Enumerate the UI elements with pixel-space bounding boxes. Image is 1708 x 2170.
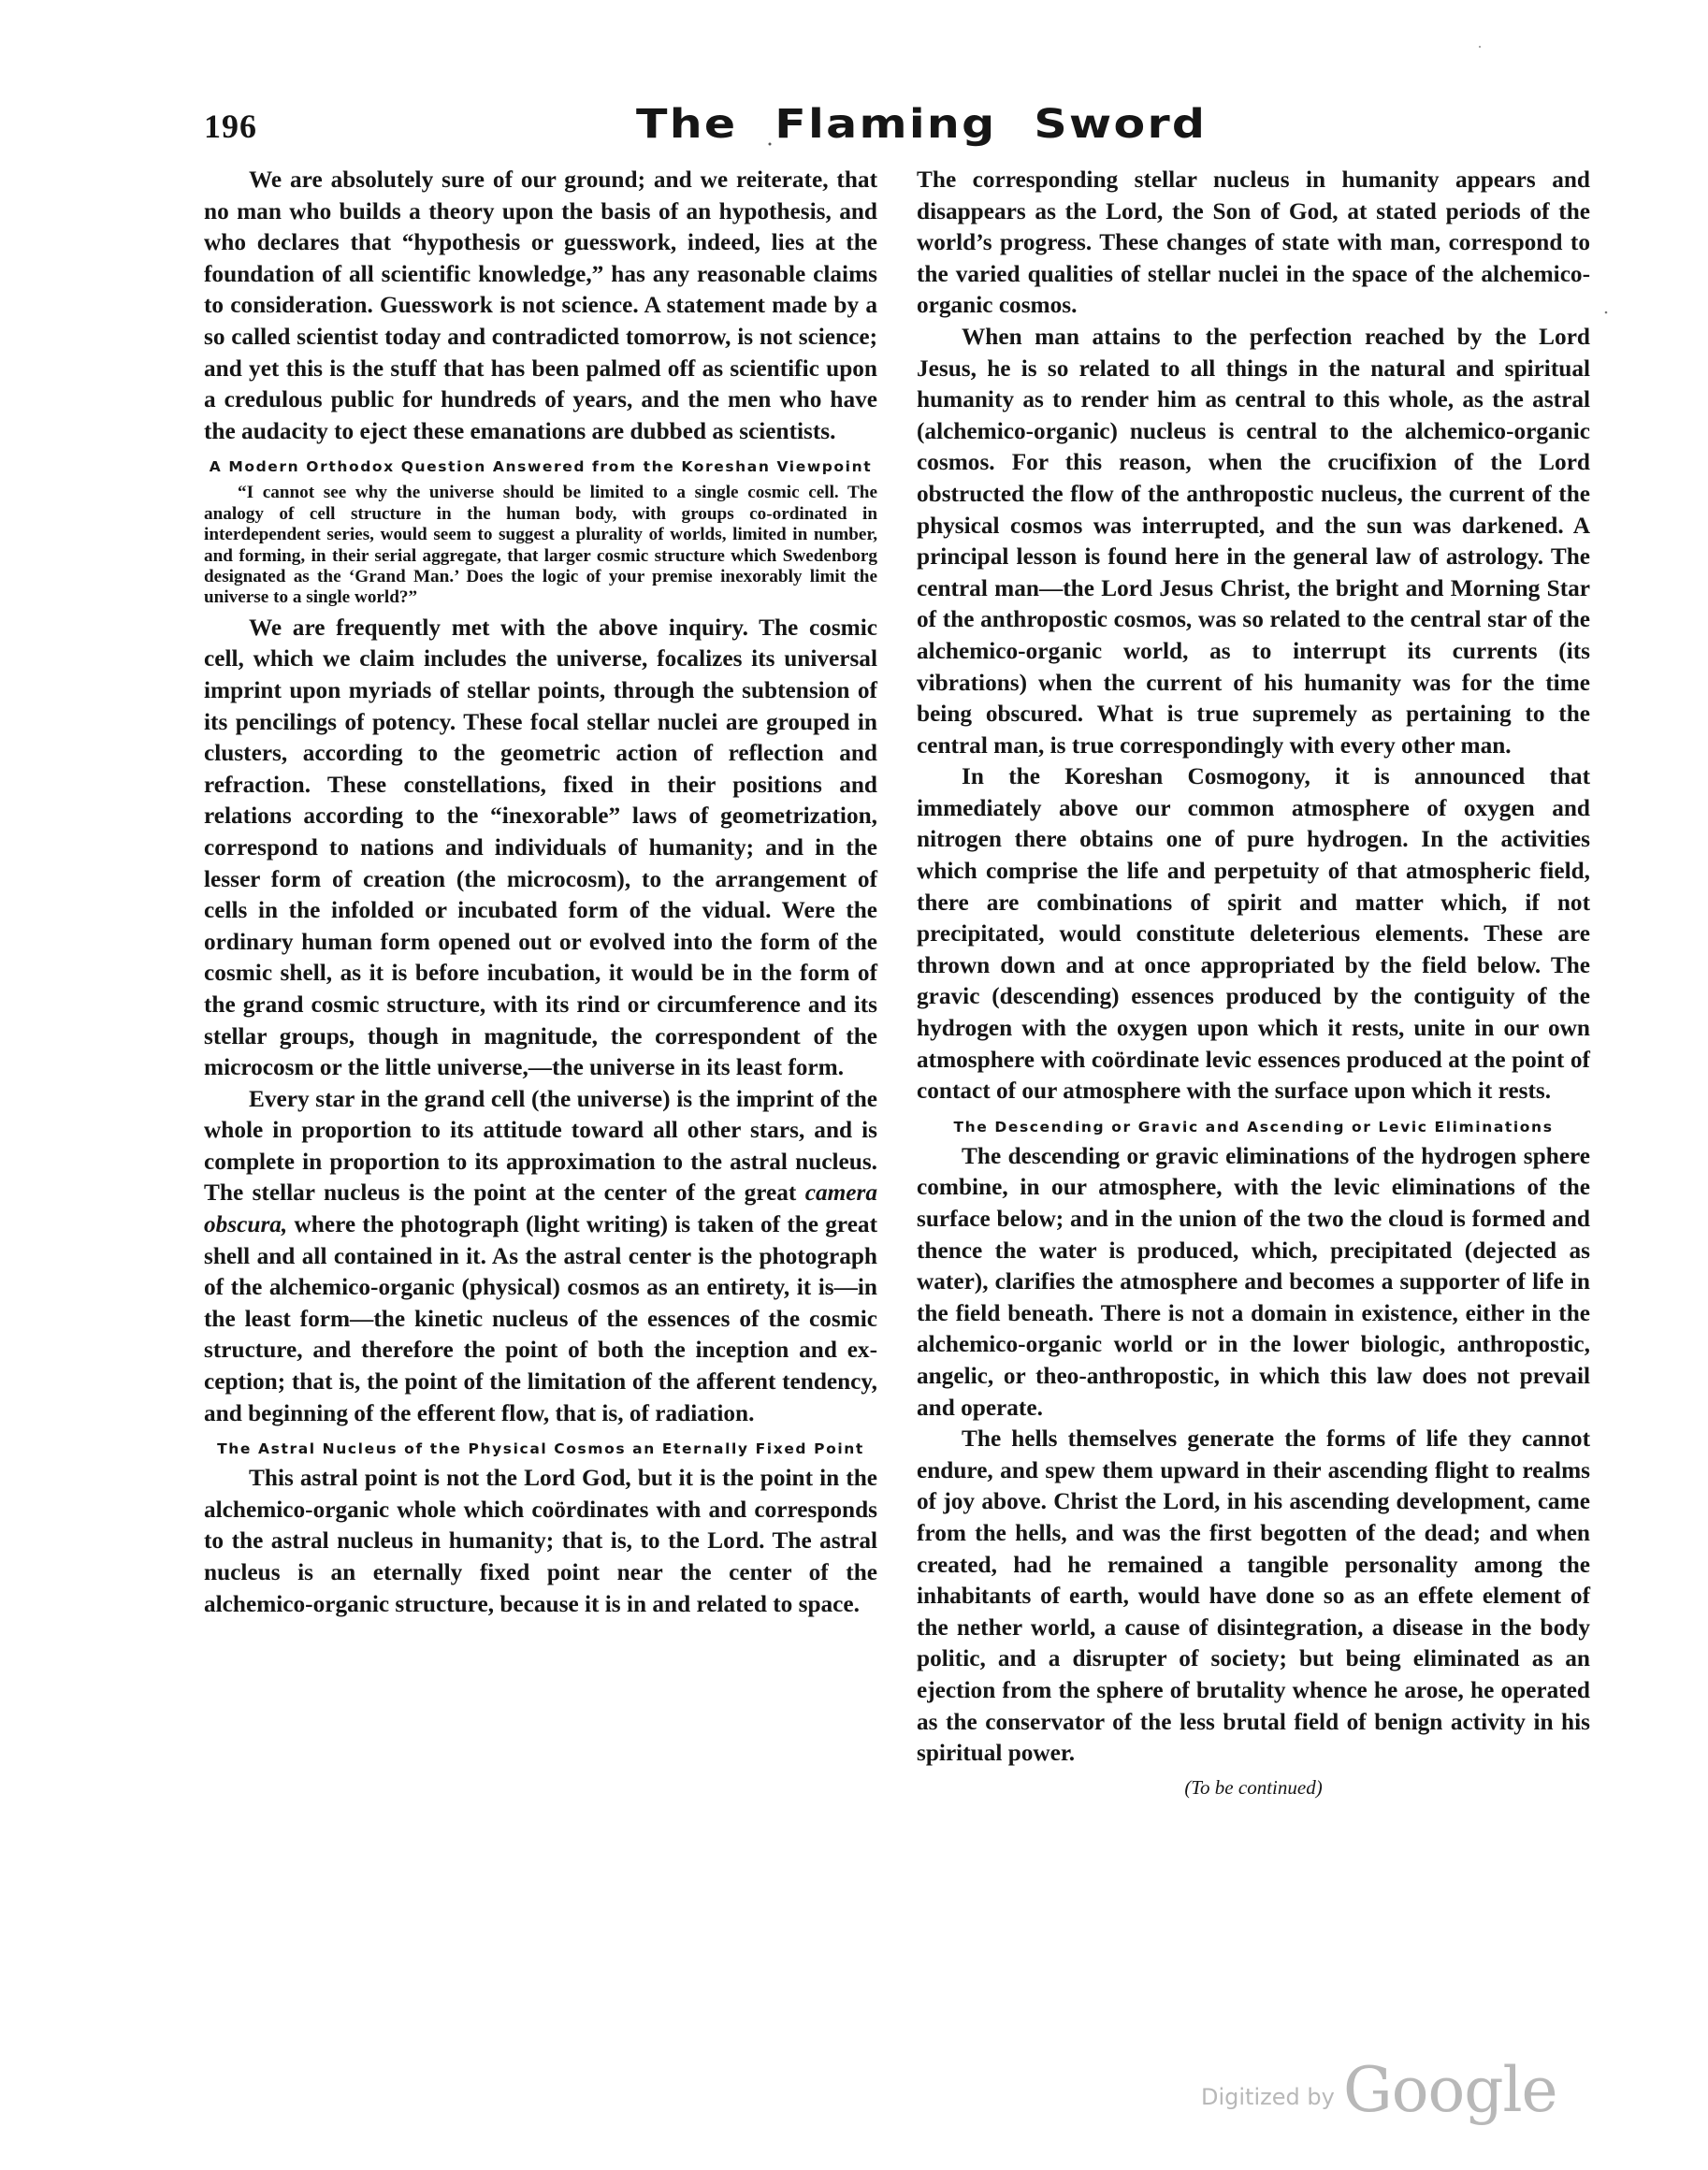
section-heading: The Descending or Gravic and Ascending or Levic Eliminations: [953, 1118, 1554, 1136]
left-column: [204, 165, 877, 1620]
paragraph: The corresponding stellar nucleus in humanity appears and disappears as the Lord, the Son of God, at stated periods of the world’s progress. These changes of state with man, correspond to the varied qualities of stellar nuclei in the space of the alchemico-organic cosmos.: [917, 166, 1590, 319]
continued-note: (To be continued): [1184, 1775, 1323, 1799]
right-column: [917, 165, 1590, 1801]
page-title: The Flaming Sword: [636, 101, 1208, 148]
google-logo: Google: [1343, 2054, 1557, 2126]
section-heading: The Astral Nucleus of the Physical Cosmos an Eternally Fixed Point: [217, 1440, 864, 1458]
paragraph: The descending or gravic eliminations of the hydrogen sphere combine, in our atmosphere, with the levic eliminations of the surface below; and in the union of the two the cloud is formed and thence the water is produced, which, precipitated (dejected as water), clarifies the atmosphere and becomes a supporter of life in the field beneath. There is not a domain in existence, either in the alchemico-organic world or in the lower biologic, anthropostic, angelic, or theo-anthropostic, in which this law does not prevail and operate.: [917, 1142, 1590, 1421]
section-heading: A Modern Orthodox Question Answered from the Koreshan Viewpoint: [209, 458, 873, 476]
page-number: 196: [204, 108, 257, 145]
quoted-inquiry: “I cannot see why the universe should be limited to a single cosmic cell. The analogy of cell structure in the human body, with groups co-ordinated in interdependent series, would seem to suggest a plurality of worlds, limited in number, and forming, in their serial aggregate, that larger cosmic structure which Swedenborg designated as the ‘Grand Man.’ Does the logic of your premise inexorably limit the universe to a single world?”: [204, 483, 877, 608]
paragraph: When man attains to the perfection reached by the Lord Jesus, he is so related to all things in the natural and spiritual humanity as to render him as central to this whole, as the astral (alchemico-organic) nucleus is central to the alchemico-organic cosmos. For this reason, when the crucifixion of the Lord obstructed the flow of the anthropostic nucleus, the current of the physical cosmos was interrupted, and the sun was darkened. A principal lesson is found here in the general law of astrology. The central man—the Lord Jesus Christ, the bright and Morning Star of the anthropostic cosmos, was so related to the central star of the alchemico-organic world, as to interrupt its currents (its vibrations) when the current of his humanity was for the time being obscured. What is true supremely as pertaining to the central man, is true correspondingly with every other man.: [917, 323, 1590, 759]
paragraph: We are absolutely sure of our ground; and we reiterate, that no man who builds a theory upon the basis of an hypothesis, and who declares that “hypothesis or guesswork, indeed, lies at the foundation of all scientific knowledge,” has any reasonable claims to consideration. Guesswork is not science. A statement made by a so called scientist today and contradicted tomorrow, is not science; and yet this is the stuff that has been palmed off as scientific upon a credulous public for hundreds of years, and the men who have the audacity to eject these emanations are dubbed as scientists.: [204, 166, 877, 444]
paragraph: We are frequently met with the above inquiry. The cosmic cell, which we claim includes the universe, focalizes its universal imprint upon myriads of stellar points, through the subtension of its pencilings of potency. These focal stellar nuclei are grouped in clusters, according to the geometric action of reflection and refraction. These constellations, fixed in their positions and relations according to the “inexorable” laws of geometrization, correspond to nations and individuals of humanity; and in the lesser form of creation (the microcosm), to the arrangement of cells in the infolded or incubated form of the vidual. Were the ordinary human form opened out or evolved into the form of the cosmic shell, as it is before incubation, it would be in the form of the grand cosmic structure, with its rind or circumference and its stellar groups, though in magnitude, the correspondent of the microcosm or the little universe,—the universe in its least form.: [204, 614, 877, 1081]
paragraph: In the Koreshan Cosmogony, it is announced that immediately above our common atmosphere of oxygen and nitrogen there obtains one of pure hydrogen. In the activities which comprise the life and perpetuity of that atmospheric field, there are combinations of spirit and matter which, if not precipitated, would constitute deleterious elements. These are thrown down and at once appropriated by the field below. The gravic (descending) essences produced by the contiguity of the hydrogen with the oxygen upon which it rests, unite in our own atmosphere with coördinate levic essences produced at the point of contact of our atmosphere with the surface upon which it rests.: [917, 763, 1590, 1105]
paragraph-text: where the photograph (light writing) is taken of the great shell and all contained in it. As the astral center is the photograph of the alchemico-organic (physical) cosmos as an entirety, it is—in the least form—the kinetic nucleus of the essences of the cosmic structure, and therefore the point of both the inception and ex-ception; that is, the point of the limitation of the afferent tendency, and beginning of the efferent flow, that is, of radiation.: [204, 1211, 877, 1426]
paragraph: This astral point is not the Lord God, but it is the point in the alchemico-organic whole which coördinates with and corresponds to the astral nucleus in humanity; that is, to the Lord. The astral nucleus is an eternally fixed point near the center of the alchemico-organic structure, because it is in and related to space.: [204, 1465, 877, 1617]
page-header: [204, 101, 1208, 157]
paragraph-text: Every star in the grand cell (the universe) is the imprint of the whole in proportion to its attitude toward all other stars, and is complete in proportion to its approximation to the astral nucleus. The stellar nucleus is the point at the center of the great: [204, 1085, 877, 1207]
paragraph: [204, 1084, 877, 1430]
paragraph: The hells themselves generate the forms of life they cannot endure, and spew them upward in their ascending flight to realms of joy above. Christ the Lord, in his ascending development, came from the hells, and was the first begotten of the dead; and when created, had he remained a tangible personality among the inhabitants of earth, would have done so as an effete element of the nether world, a cause of disintegration, a disease in the body politic, and a disrupter of society; but being eliminated as an ejection from the sphere of brutality whence he arose, he operated as the conservator of the less brutal field of benign activity in his spiritual power.: [917, 1425, 1590, 1767]
italic-term: camera obscura,: [204, 1179, 877, 1238]
digitized-by-text: Digitized by: [1201, 2084, 1335, 2110]
